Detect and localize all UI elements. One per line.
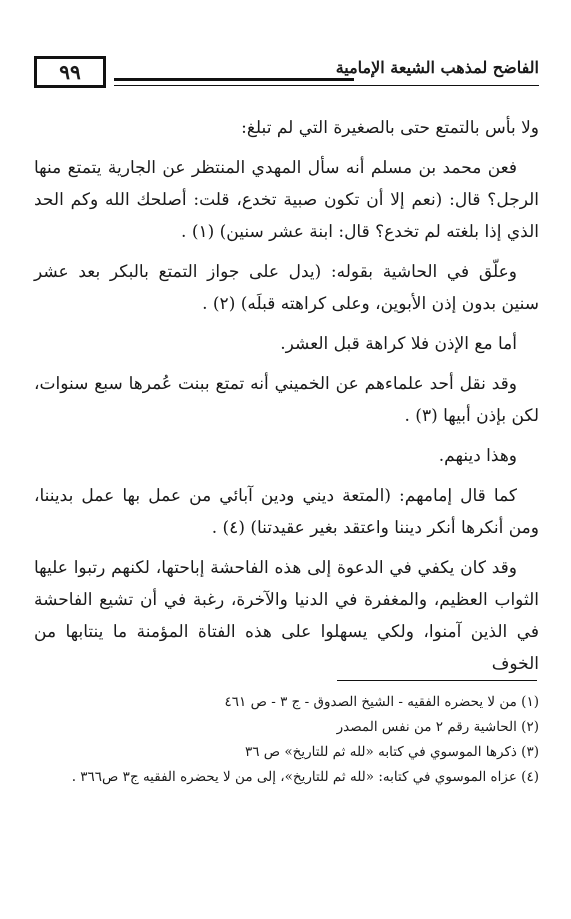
- main-text: [34, 112, 539, 688]
- running-title: الفاضح لمذهب الشيعة الإمامية: [335, 58, 539, 77]
- footnote: (١) من لا يحضره الفقيه - الشيخ الصدوق - ج ٣ - ص ٤٦١: [224, 694, 539, 710]
- footnote: (٣) ذكرها الموسوي في كتابه «لله ثم للتاريخ» ص ٣٦: [244, 744, 539, 760]
- header-rule-thick: [114, 78, 354, 81]
- footnotes: [34, 690, 539, 790]
- paragraph: فعن محمد بن مسلم أنه سأل المهدي المنتظر عن الجارية يتمتع منها الرجل؟ قال: (نعم إلا أن تكون صبية تخدع، قلت: أصلحك الله وكم الحد الذي إذا بلغته لم تخدع؟ قال: ابنة عشر سنين) (١) .: [34, 158, 539, 242]
- page-number: ٩٩: [34, 56, 106, 88]
- paragraph: وهذا دينهم.: [438, 446, 517, 466]
- paragraph: ولا بأس بالتمتع حتى بالصغيرة التي لم تبلغ:: [241, 118, 539, 138]
- footnote: (٤) عزاه الموسوي في كتابه: «لله ثم للتاريخ»، إلى من لا يحضره الفقيه ج٣ ص٣٦٦ .: [71, 769, 539, 785]
- page-header: [34, 56, 539, 92]
- paragraph: وعلّق في الحاشية بقوله: (يدل على جواز التمتع بالبكر بعد عشر سنين بدون إذن الأبوين، وعلى كراهته قبلَه) (٢) .: [34, 262, 539, 314]
- header-rule-thin: [114, 85, 539, 86]
- paragraph: وقد نقل أحد علماءهم عن الخميني أنه تمتع ببنت عُمرها سبع سنوات، لكن بإذن أبيها (٣) .: [34, 374, 539, 426]
- paragraph: وقد كان يكفي في الدعوة إلى هذه الفاحشة إباحتها، لكنهم رتبوا عليها الثواب العظيم، والمغفرة في الدنيا والآخرة، رغبة في أن تشيع الفاحشة في الذين آمنوا، ولكي يسهلوا على هذه الفتاة المؤمنة ما ينتابها من الخوف: [34, 558, 539, 674]
- footnote: (٢) الحاشية رقم ٢ من نفس المصدر: [336, 719, 539, 735]
- paragraph: أما مع الإذن فلا كراهة قبل العشر.: [280, 334, 517, 354]
- footnote-divider: [337, 680, 537, 681]
- paragraph: كما قال إمامهم: (المتعة ديني ودين آبائي من عمل بها عمل بديننا، ومن أنكرها أنكر ديننا واعتقد بغير عقيدتنا) (٤) .: [34, 486, 539, 538]
